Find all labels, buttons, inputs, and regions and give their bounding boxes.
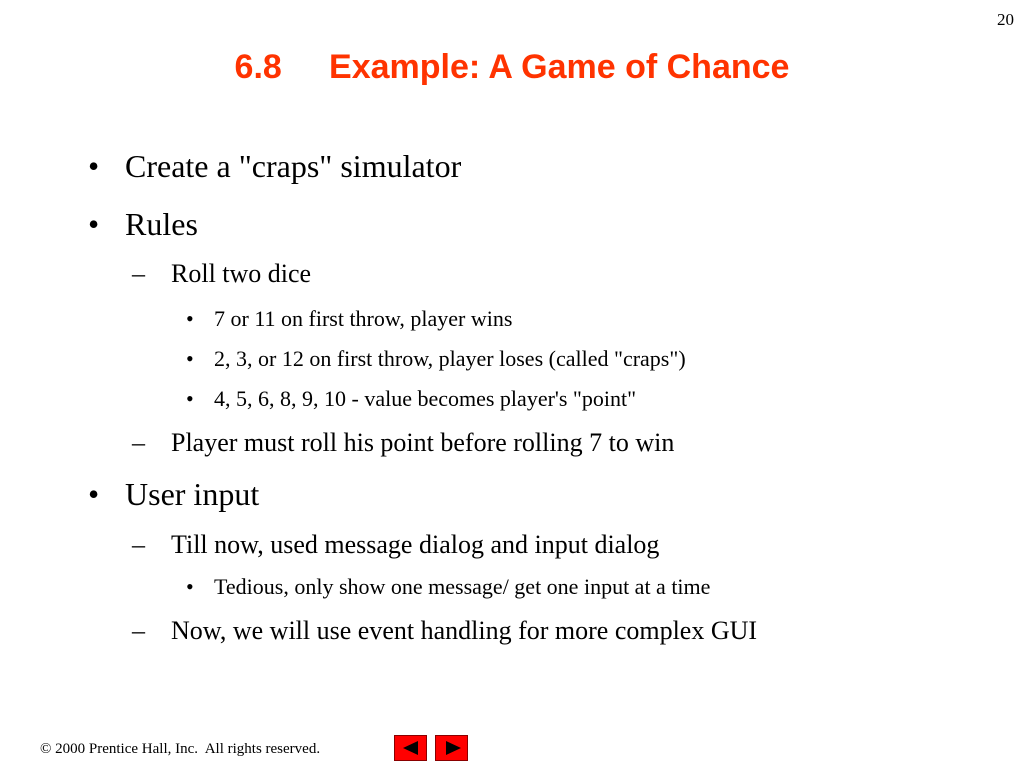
bullet-glyph: •: [186, 306, 194, 331]
bullet-glyph: •: [88, 476, 100, 512]
bullet-item: [88, 476, 259, 513]
bullet-glyph: •: [88, 206, 100, 242]
copyright-footer: © 2000 Prentice Hall, Inc. All rights reserved.: [40, 741, 321, 757]
sub-sub-bullet-text: 7 or 11 on first throw, player wins: [214, 306, 513, 331]
sub-bullet-text: Now, we will use event handling for more complex GUI: [171, 616, 758, 645]
bullet-glyph: •: [186, 386, 194, 411]
dash-glyph: –: [132, 616, 145, 645]
sub-bullet-text: Player must roll his point before rolling 7 to win: [171, 428, 675, 457]
bullet-glyph: •: [186, 346, 194, 371]
dash-glyph: –: [132, 530, 145, 559]
next-slide-button[interactable]: [435, 735, 468, 761]
previous-slide-button[interactable]: [394, 735, 427, 761]
bullet-item: [88, 148, 461, 185]
next-slide-icon: [446, 741, 461, 755]
sub-bullet-item: [132, 428, 674, 458]
sub-sub-bullet-text: 4, 5, 6, 8, 9, 10 - value becomes player's "point": [214, 386, 637, 411]
sub-sub-bullet-item: [186, 386, 636, 412]
bullet-text: User input: [125, 476, 260, 512]
sub-bullet-item: [132, 530, 659, 560]
dash-glyph: –: [132, 428, 145, 457]
bullet-text: Rules: [125, 206, 198, 242]
dash-glyph: –: [132, 259, 145, 288]
slide-title: 6.8 Example: A Game of Chance: [234, 48, 790, 86]
bullet-glyph: •: [186, 574, 194, 599]
sub-bullet-item: [132, 259, 311, 289]
page-number: 20: [997, 10, 1014, 29]
sub-sub-bullet-item: [186, 306, 512, 332]
bullet-text: Create a "craps" simulator: [125, 148, 462, 184]
bullet-glyph: •: [88, 148, 100, 184]
sub-bullet-text: Till now, used message dialog and input dialog: [171, 530, 660, 559]
sub-sub-bullet-item: [186, 574, 710, 600]
sub-sub-bullet-text: 2, 3, or 12 on first throw, player loses (called "craps"): [214, 346, 686, 371]
previous-slide-icon: [403, 741, 418, 755]
bullet-item: [88, 206, 198, 243]
sub-sub-bullet-item: [186, 346, 686, 372]
sub-bullet-text: Roll two dice: [171, 259, 312, 288]
sub-sub-bullet-text: Tedious, only show one message/ get one input at a time: [214, 574, 711, 599]
sub-bullet-item: [132, 616, 757, 646]
